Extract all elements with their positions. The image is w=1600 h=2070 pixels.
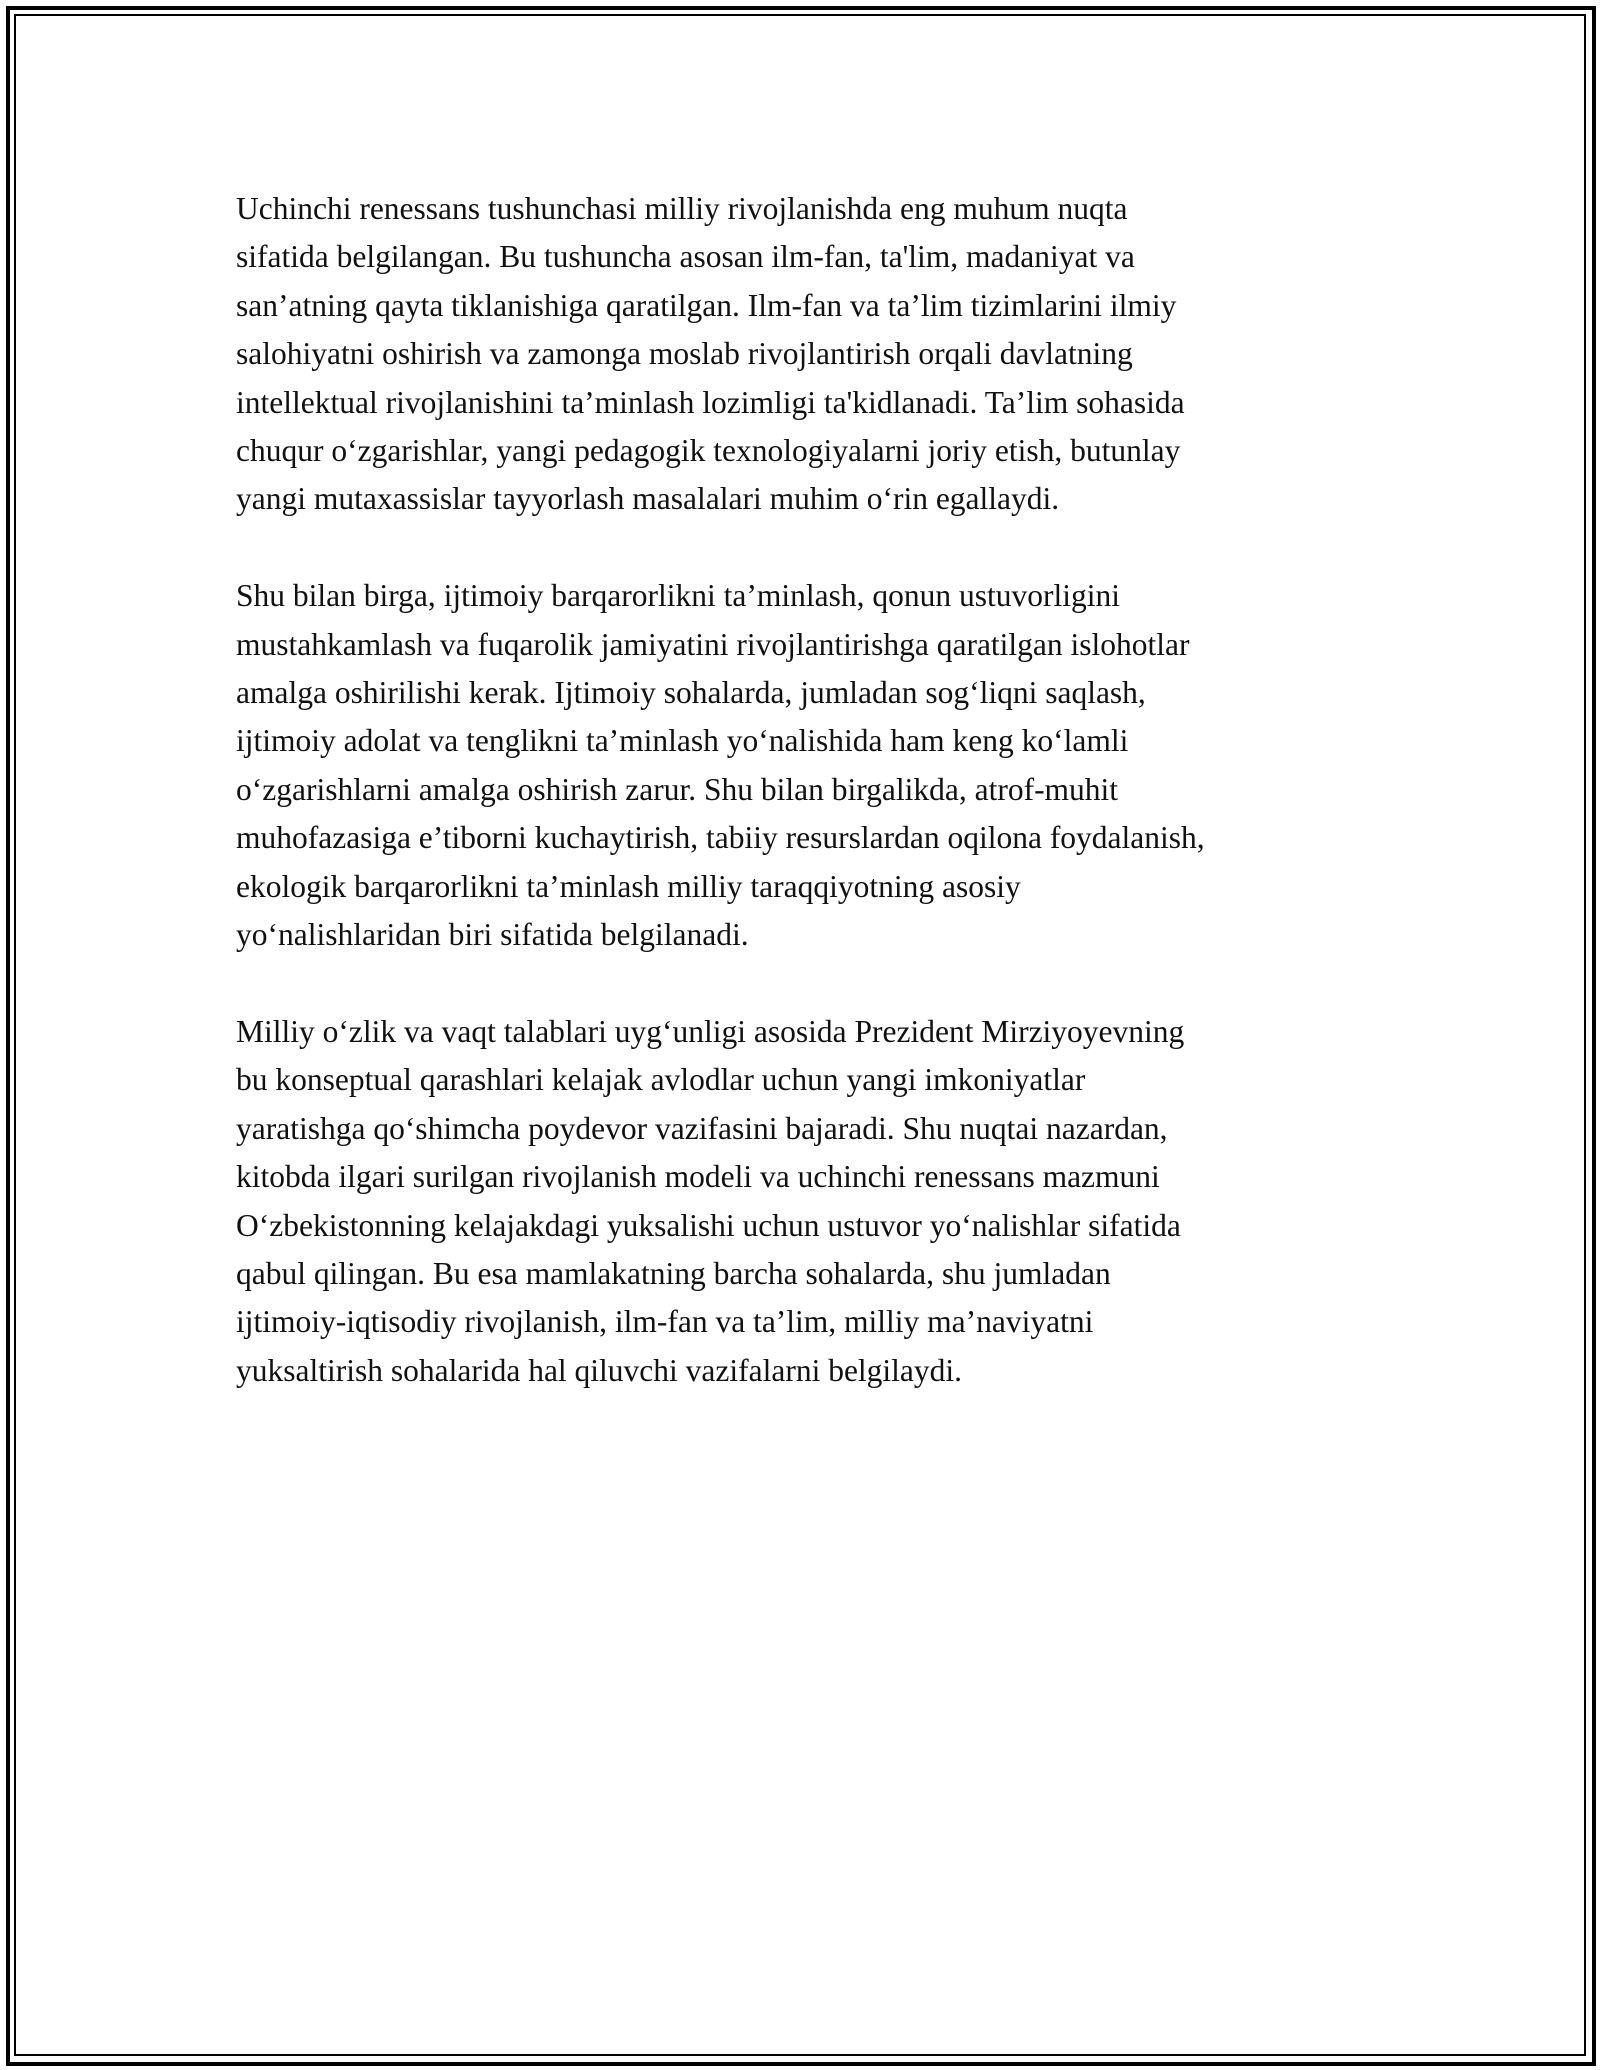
- paragraph-line: kitobda ilgari surilgan rivojlanish modeli va uchinchi renessans mazmuni: [236, 1159, 1160, 1195]
- paragraph-line: intellektual rivojlanishini ta’minlash lozimligi ta'kidlanadi. Ta’lim sohasida: [236, 384, 1185, 420]
- paragraph-line: Milliy o‘zlik va vaqt talablari uyg‘unligi asosida Prezident Mirziyoyevning: [236, 1013, 1185, 1049]
- paragraph-line: yuksaltirish sohalarida hal qiluvchi vazifalarni belgilaydi.: [236, 1352, 963, 1388]
- paragraph-line: san’atning qayta tiklanishiga qaratilgan. Ilm-fan va ta’lim tizimlarini ilmiy: [236, 287, 1177, 323]
- paragraph-line: ijtimoiy adolat va tenglikni ta’minlash yo‘nalishida ham keng ko‘lamli: [236, 723, 1129, 759]
- paragraph-line: Shu bilan birga, ijtimoiy barqarorlikni ta’minlash, qonun ustuvorligini: [236, 578, 1120, 614]
- paragraph-line: muhofazasiga e’tiborni kuchaytirish, tabiiy resurslardan oqilona foydalanish,: [236, 820, 1205, 856]
- paragraph-1: [236, 185, 1376, 524]
- paragraph-line: yangi mutaxassislar tayyorlash masalalari muhim o‘rin egallaydi.: [236, 481, 1060, 517]
- paragraph-line: qabul qilingan. Bu esa mamlakatning barcha sohalarda, shu jumladan: [236, 1255, 1111, 1291]
- paragraph-line: ekologik barqarorlikni ta’minlash milliy taraqqiyotning asosiy: [236, 868, 1021, 904]
- paragraph-line: ijtimoiy-iqtisodiy rivojlanish, ilm-fan va ta’lim, milliy ma’naviyatni: [236, 1304, 1094, 1340]
- paragraph-line: amalga oshirilishi kerak. Ijtimoiy sohalarda, jumladan sog‘liqni saqlash,: [236, 675, 1146, 711]
- paragraph-line: o‘zgarishlarni amalga oshirish zarur. Shu bilan birgalikda, atrof-muhit: [236, 771, 1119, 807]
- paragraph-line: Uchinchi renessans tushunchasi milliy rivojlanishda eng muhum nuqta: [236, 191, 1128, 226]
- paragraph-line: sifatida belgilangan. Bu tushuncha asosan ilm-fan, ta'lim, madaniyat va: [236, 239, 1135, 275]
- paragraph-line: salohiyatni oshirish va zamonga moslab rivojlantirish orqali davlatning: [236, 336, 1133, 372]
- paragraph-line: yaratishga qo‘shimcha poydevor vazifasini bajaradi. Shu nuqtai nazardan,: [236, 1110, 1168, 1146]
- paragraph-line: chuqur o‘zgarishlar, yangi pedagogik texnologiyalarni joriy etish, butunlay: [236, 433, 1181, 469]
- paragraph-line: yo‘nalishlaridan biri sifatida belgilanadi.: [236, 917, 749, 953]
- paragraph-2: [236, 572, 1376, 959]
- paragraph-3: [236, 1008, 1376, 1395]
- paragraph-line: O‘zbekistonning kelajakdagi yuksalishi uchun ustuvor yo‘nalishlar sifatida: [236, 1207, 1181, 1243]
- paragraph-line: bu konseptual qarashlari kelajak avlodlar uchun yangi imkoniyatlar: [236, 1062, 1086, 1098]
- document-body: [236, 185, 1376, 1444]
- paragraph-line: mustahkamlash va fuqarolik jamiyatini rivojlantirishga qaratilgan islohotlar: [236, 626, 1190, 662]
